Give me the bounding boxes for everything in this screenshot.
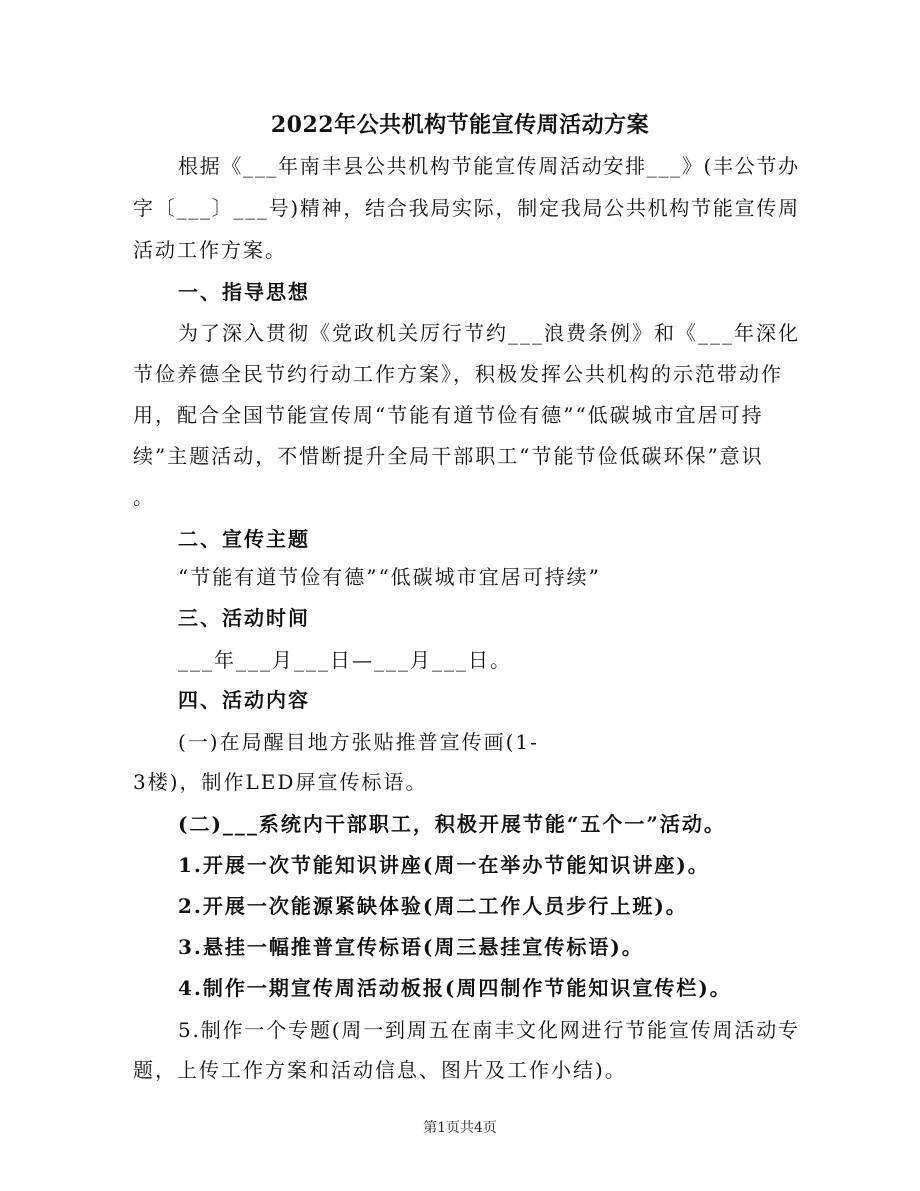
paragraph-line: 活动工作方案。 [133,238,287,262]
paragraph-line: 题，上传工作方案和活动信息、图片及工作小结)。 [133,1058,627,1082]
section-heading: 二、宣传主题 [178,527,310,551]
paragraph-line: 根据《___年南丰县公共机构节能宣传周活动安排___》(丰公节办 [178,154,800,178]
paragraph-line: (一)在局醒目地方张贴推普宣传画(1- [178,730,539,754]
paragraph-line: ___年___月___日—___月___日。 [178,648,512,672]
paragraph-line: 为了深入贯彻《党政机关厉行节约___浪费条例》和《___年深化 [178,321,800,345]
section-heading: 三、活动时间 [178,606,310,630]
list-item: 2.开展一次能源紧缺体验(周二工作人员步行上班)。 [178,894,688,918]
paragraph-line: 用，配合全国节能宣传周“节能有道节俭有德”“低碳城市宜居可持 [133,403,764,427]
paragraph-line: 续”主题活动，不惜断提升全局干部职工“节能节俭低碳环保”意识 [133,444,764,468]
document-title: 2022年公共机构节能宣传周活动方案 [270,112,650,138]
paragraph-line: 节俭养德全民节约行动工作方案》，积极发挥公共机构的示范带动作 [133,362,783,386]
list-item: 4.制作一期宣传周活动板报(周四制作节能知识宣传栏)。 [178,976,732,1000]
paragraph-line: 。 [133,485,155,509]
list-item: (二)___系统内干部职工，积极开展节能“五个一”活动。 [178,812,726,836]
section-heading: 四、活动内容 [178,688,310,712]
list-item: 1.开展一次节能知识讲座(周一在举办节能知识讲座)。 [178,853,710,877]
paragraph-line: 5.制作一个专题(周一到周五在南丰文化网进行节能宣传周活动专 [178,1018,800,1042]
section-heading: 一、指导思想 [178,280,310,304]
paragraph-line: “节能有道节俭有德”“低碳城市宜居可持续” [178,565,601,589]
paragraph-line: 字〔___〕___号)精神，结合我局实际，制定我局公共机构节能宣传周 [133,196,800,220]
list-item: 3.悬挂一幅推普宣传标语(周三悬挂宣传标语)。 [178,935,644,959]
paragraph-line: 3楼)，制作LED屏宣传标语。 [133,770,428,794]
page-footer: 第1页共4页 [423,1120,497,1136]
